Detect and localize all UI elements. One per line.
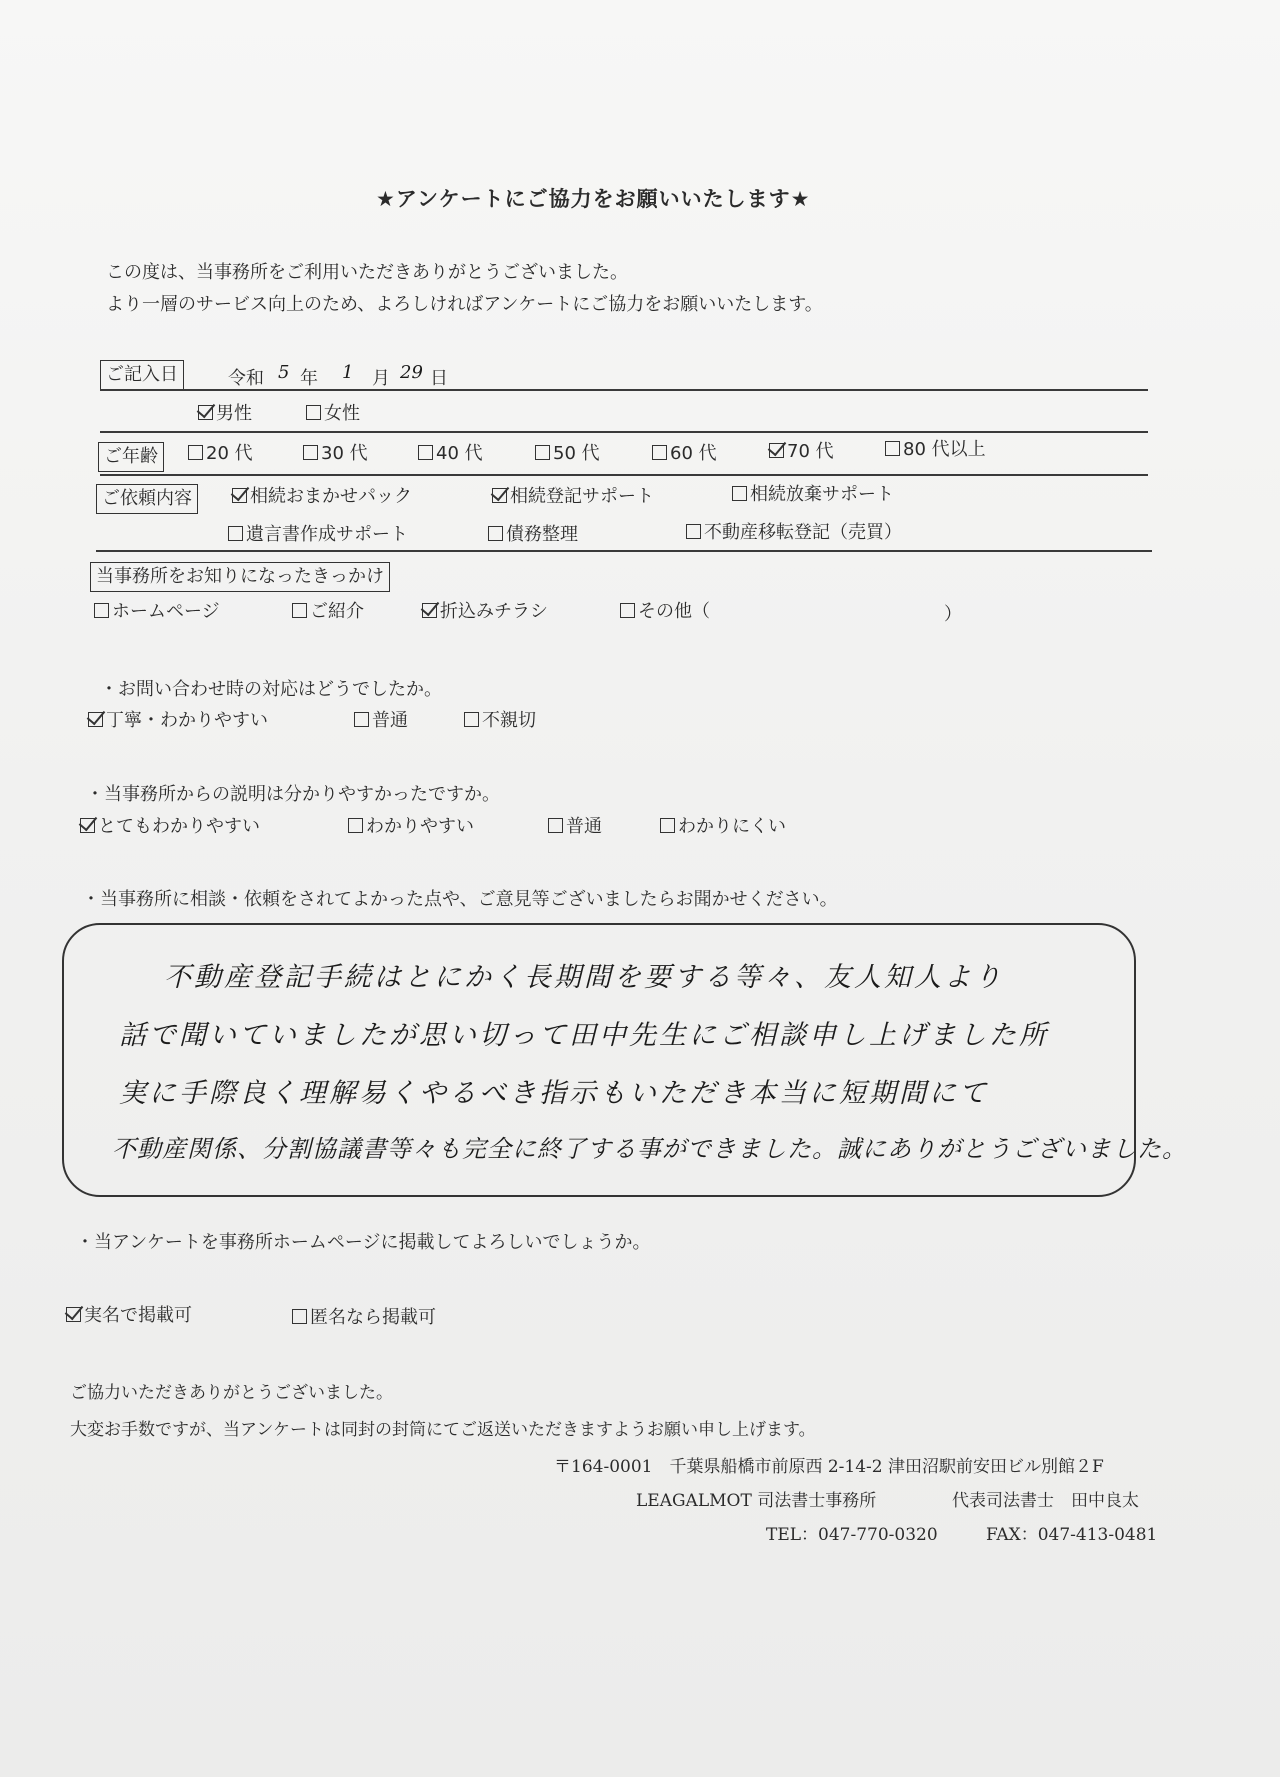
source-option-homepage[interactable]: ホームページ xyxy=(94,600,220,624)
q4-option-real-name[interactable]: 実名で掲載可 xyxy=(66,1304,192,1328)
month-unit: 月 xyxy=(372,368,390,389)
checkbox[interactable] xyxy=(306,405,321,420)
age-option-70[interactable]: 70 代 xyxy=(769,440,834,464)
comment-box[interactable] xyxy=(62,923,1187,1197)
request-label: ご依頼内容 xyxy=(96,484,198,514)
date-label: ご記入日 xyxy=(100,360,184,390)
page-title: ★アンケートにご協力をお願いいたします★ xyxy=(376,187,811,211)
divider xyxy=(96,550,1152,552)
office-tel: TEL：047-770-0320 xyxy=(766,1525,938,1545)
request-option-inheritance-registration[interactable]: 相続登記サポート xyxy=(492,485,654,509)
divider xyxy=(100,474,1148,476)
office-fax: FAX：047-413-0481 xyxy=(986,1525,1158,1545)
comment-line-2: 話で聞いていましたが思い切って田中先生にご相談申し上げました所 xyxy=(119,1020,1049,1051)
comment-line-4: 不動産関係、分割協議書等々も完全に終了する事ができました。誠にありがとうございました。 xyxy=(112,1135,1187,1163)
era-label: 令和 xyxy=(228,368,264,389)
divider xyxy=(100,431,1148,433)
source-option-referral[interactable]: ご紹介 xyxy=(292,600,364,624)
day-unit: 日 xyxy=(430,368,448,389)
q1-option-normal[interactable]: 普通 xyxy=(354,709,408,733)
question-feedback: ・当事務所に相談・依頼をされてよかった点や、ご意見等ございましたらお聞かせください。 xyxy=(82,889,838,910)
year-value: 5 xyxy=(278,362,290,383)
gender-male-option[interactable]: 男性 xyxy=(198,402,252,426)
age-option-50[interactable]: 50 代 xyxy=(535,442,600,466)
age-option-40[interactable]: 40 代 xyxy=(418,442,483,466)
request-option-inheritance-pack[interactable]: 相続おまかせパック xyxy=(232,485,412,509)
request-option-will[interactable]: 遺言書作成サポート xyxy=(228,523,408,547)
q2-option-clear[interactable]: わかりやすい xyxy=(348,815,474,839)
intro-line-1: この度は、当事務所をご利用いただきありがとうございました。 xyxy=(106,262,628,283)
request-option-inheritance-renunciation[interactable]: 相続放棄サポート xyxy=(732,483,894,507)
q1-option-unkind[interactable]: 不親切 xyxy=(464,709,536,733)
office-address: 〒164-0001 千葉県船橋市前原西 2-14-2 津田沼駅前安田ビル別館２F xyxy=(554,1457,1104,1477)
checkbox-checked[interactable] xyxy=(198,405,213,420)
closing-request: 大変お手数ですが、当アンケートは同封の封筒にてご返送いただきますようお願い申し上げます。 xyxy=(70,1420,816,1440)
intro-line-2: より一層のサービス向上のため、よろしければアンケートにご協力をお願いいたします。 xyxy=(106,294,823,315)
age-option-20[interactable]: 20 代 xyxy=(188,442,253,466)
divider xyxy=(100,389,1148,391)
day-value: 29 xyxy=(400,362,423,383)
q2-option-unclear[interactable]: わかりにくい xyxy=(660,815,786,839)
month-value: 1 xyxy=(342,362,354,383)
comment-line-3: 実に手際良く理解易くやるべき指示もいただき本当に短期間にて xyxy=(119,1078,989,1109)
comment-line-1: 不動産登記手続はとにかく長期間を要する等々、友人知人より xyxy=(164,962,1004,993)
source-other-close: ） xyxy=(944,604,962,625)
age-option-80[interactable]: 80 代以上 xyxy=(885,438,986,462)
q1-option-polite[interactable]: 丁寧・わかりやすい xyxy=(88,709,268,733)
question-inquiry-response: ・お問い合わせ時の対応はどうでしたか。 xyxy=(100,679,442,700)
question-explanation-clarity: ・当事務所からの説明は分かりやすかったですか。 xyxy=(86,784,500,805)
age-option-30[interactable]: 30 代 xyxy=(303,442,368,466)
closing-thanks: ご協力いただきありがとうございました。 xyxy=(70,1383,393,1403)
question-publish-permission: ・当アンケートを事務所ホームページに掲載してよろしいでしょうか。 xyxy=(76,1232,651,1253)
request-option-debt[interactable]: 債務整理 xyxy=(488,523,578,547)
age-label: ご年齢 xyxy=(98,442,164,472)
q2-option-normal[interactable]: 普通 xyxy=(548,815,602,839)
q4-option-anonymous[interactable]: 匿名なら掲載可 xyxy=(292,1306,436,1330)
source-option-other[interactable]: その他（ xyxy=(620,600,710,624)
gender-female-option[interactable]: 女性 xyxy=(306,402,360,426)
year-unit: 年 xyxy=(300,368,318,389)
source-option-flyer[interactable]: 折込みチラシ xyxy=(422,600,548,624)
office-representative: 代表司法書士 田中良太 xyxy=(952,1491,1139,1511)
source-label: 当事務所をお知りになったきっかけ xyxy=(90,562,390,592)
office-name: LEAGALMOT 司法書士事務所 xyxy=(636,1491,877,1511)
age-option-60[interactable]: 60 代 xyxy=(652,442,717,466)
request-option-real-estate-transfer[interactable]: 不動産移転登記（売買） xyxy=(686,521,902,545)
q2-option-very-clear[interactable]: とてもわかりやすい xyxy=(80,815,260,839)
